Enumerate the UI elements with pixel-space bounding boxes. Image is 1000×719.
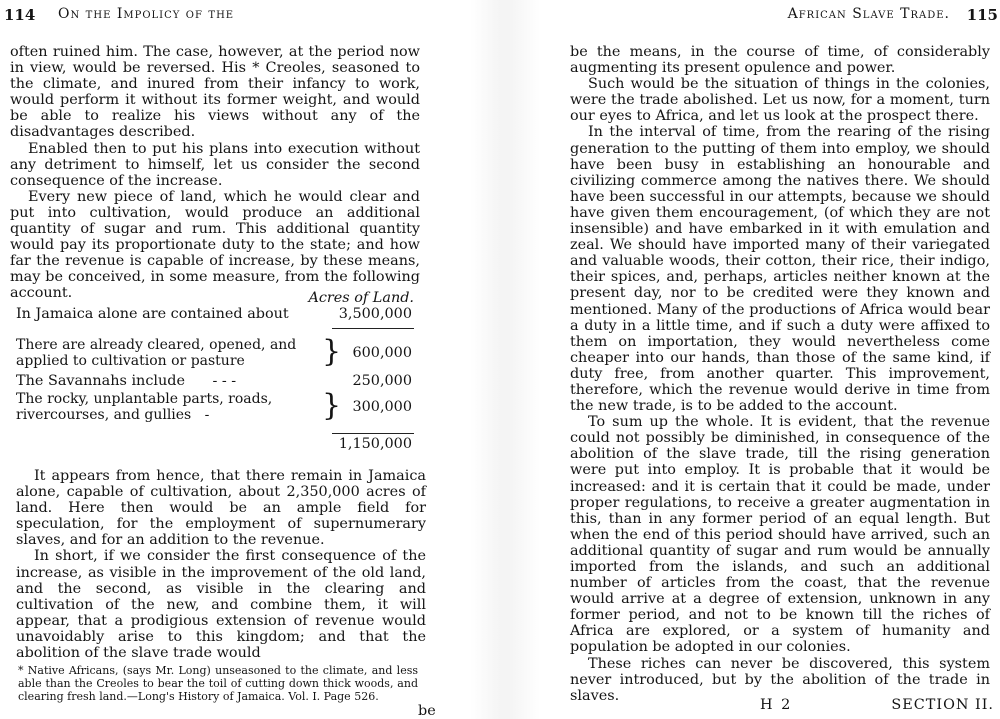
paragraph: Enabled then to put his plans into execution without any detriment to himself, let us consider the second consequence of the increase. bbox=[10, 140, 420, 189]
paragraph: These riches can never be discovered, this system never introduced, but by the abolition of the trade in slaves. bbox=[570, 655, 990, 704]
page-footer bbox=[562, 697, 998, 715]
paragraph: To sum up the whole. It is evident, that the revenue could not possibly be diminished, in consequence of the abolition of the slave trade, till the rising generation were put into employ. It is probable that it would be increased: and it is certain that it could be made, under proper regulations, to receive a greater augmentation in this, than in any former period of an equal length. But when the end of this period should have arrived, such an additional quantity of sugar and rum would be annually imported from the islands, and such an additional number of articles from the coast, that the revenue would arrive at a degree of extension, unknown in any former period, and not to be known till the riches of Africa are explored, or a system of humanity and population be adopted in our colonies. bbox=[570, 414, 990, 656]
row-value: 600,000 bbox=[352, 345, 412, 361]
paragraph: It appears from hence, that there remain in Jamaica alone, capable of cultivation, about 2,350,000 acres of land. Here then would be an ample field for speculation, for the employment of supernumerary slaves, and for an addition to the revenue. bbox=[16, 468, 426, 549]
table-column-header: Acres of Land. bbox=[308, 290, 414, 306]
gutter bbox=[470, 0, 540, 719]
acreage-table bbox=[16, 290, 426, 454]
paragraph: In the interval of time, from the rearing of the rising generation to the putting of them into employ, we should have been busy in establishing an honourable and civilizing commerce among the natives there. We should have been successful in our attempts, because we should have given them encouragement, (of which they are not insensible) and have embarked in it with emulation and zeal. We should have imported many of their variegated and valuable woods, their cotton, their rice, their indigo, their spices, and, perhaps, articles neither known at the present day, nor to be credited were they known and mentioned. Many of the productions of Africa would bear a duty in a little time, and if such a duty were affixed to them on importation, they would nevertheless come cheaper into our hands, than those of the same kind, if duty free, from another quarter. This improvement, therefore, which the revenue would derive in time from the new trade, is to be added to the account. bbox=[570, 124, 990, 415]
running-head bbox=[0, 6, 440, 26]
row-value: 300,000 bbox=[352, 399, 412, 415]
table-row bbox=[16, 436, 426, 454]
table-row bbox=[16, 373, 426, 391]
section-catchword: SECTION II. bbox=[891, 697, 994, 713]
table-rule bbox=[332, 433, 414, 434]
paragraph: be the means, in the course of time, of considerably augmenting its present opulence and power. bbox=[570, 44, 990, 77]
body-text bbox=[16, 468, 426, 661]
left-page bbox=[0, 0, 440, 719]
brace-glyph: } bbox=[322, 334, 342, 369]
row-label: The rocky, unplantable parts, roads, rivercourses, and gullies - bbox=[16, 391, 273, 423]
row-label: The Savannahs include - - - bbox=[16, 373, 237, 389]
paragraph: often ruined him. The case, however, at the period now in view, would be reversed. His * Creoles, seasoned to the climate, and inured from their infancy to work, would perform it without its former weight, and would be able to realize his views without any of the disadvantages described. bbox=[10, 44, 420, 141]
running-head-title: African Slave Trade. bbox=[787, 6, 950, 22]
running-head-title: On the Impolicy of the bbox=[58, 6, 235, 22]
row-value: 3,500,000 bbox=[338, 306, 412, 322]
page-number: 115 bbox=[966, 6, 998, 24]
body-text bbox=[10, 44, 420, 302]
paragraph: Such would be the situation of things in the colonies, were the trade abolished. Let us now, for a moment, turn our eyes to Africa, and let us look at the prospect there. bbox=[570, 76, 990, 125]
table-row bbox=[16, 334, 426, 373]
row-value: 250,000 bbox=[352, 373, 412, 389]
row-label: In Jamaica alone are contained about bbox=[16, 306, 289, 322]
total-value: 1,150,000 bbox=[338, 436, 412, 452]
table-rule bbox=[332, 328, 414, 329]
catchword: be bbox=[418, 703, 436, 719]
brace-glyph: } bbox=[322, 388, 342, 423]
running-head bbox=[562, 6, 998, 26]
table-row bbox=[16, 306, 426, 328]
right-page bbox=[562, 0, 998, 719]
paragraph: Every new piece of land, which he would clear and put into cultivation, would produce an additional quantity of sugar and rum. This additional quantity would pay its proportionate duty to the state; and how far the revenue is capable of increase, by these means, may be conceived, in some measure, from the following account. bbox=[10, 188, 420, 302]
row-label: There are already cleared, opened, and applied to cultivation or pasture bbox=[16, 337, 297, 369]
body-text bbox=[570, 44, 990, 704]
paragraph: In short, if we consider the first consequence of the increase, as visible in the improvement of the old land, and the second, as visible in the clearing and cultivation of the new, and combine them, it will appear, that a prodigious extension of revenue would unavoidably arise to this kingdom; and that the abolition of the slave trade would bbox=[16, 548, 426, 662]
footnote: * Native Africans, (says Mr. Long) unseasoned to the climate, and less able than the Creoles to bear the toil of cutting down thick woods, and clearing fresh land.—Long's History of Jamaica. Vol. I. Page 526. bbox=[18, 664, 418, 703]
table-row bbox=[16, 388, 426, 431]
signature-mark: H 2 bbox=[760, 697, 793, 713]
page-number: 114 bbox=[4, 6, 36, 24]
